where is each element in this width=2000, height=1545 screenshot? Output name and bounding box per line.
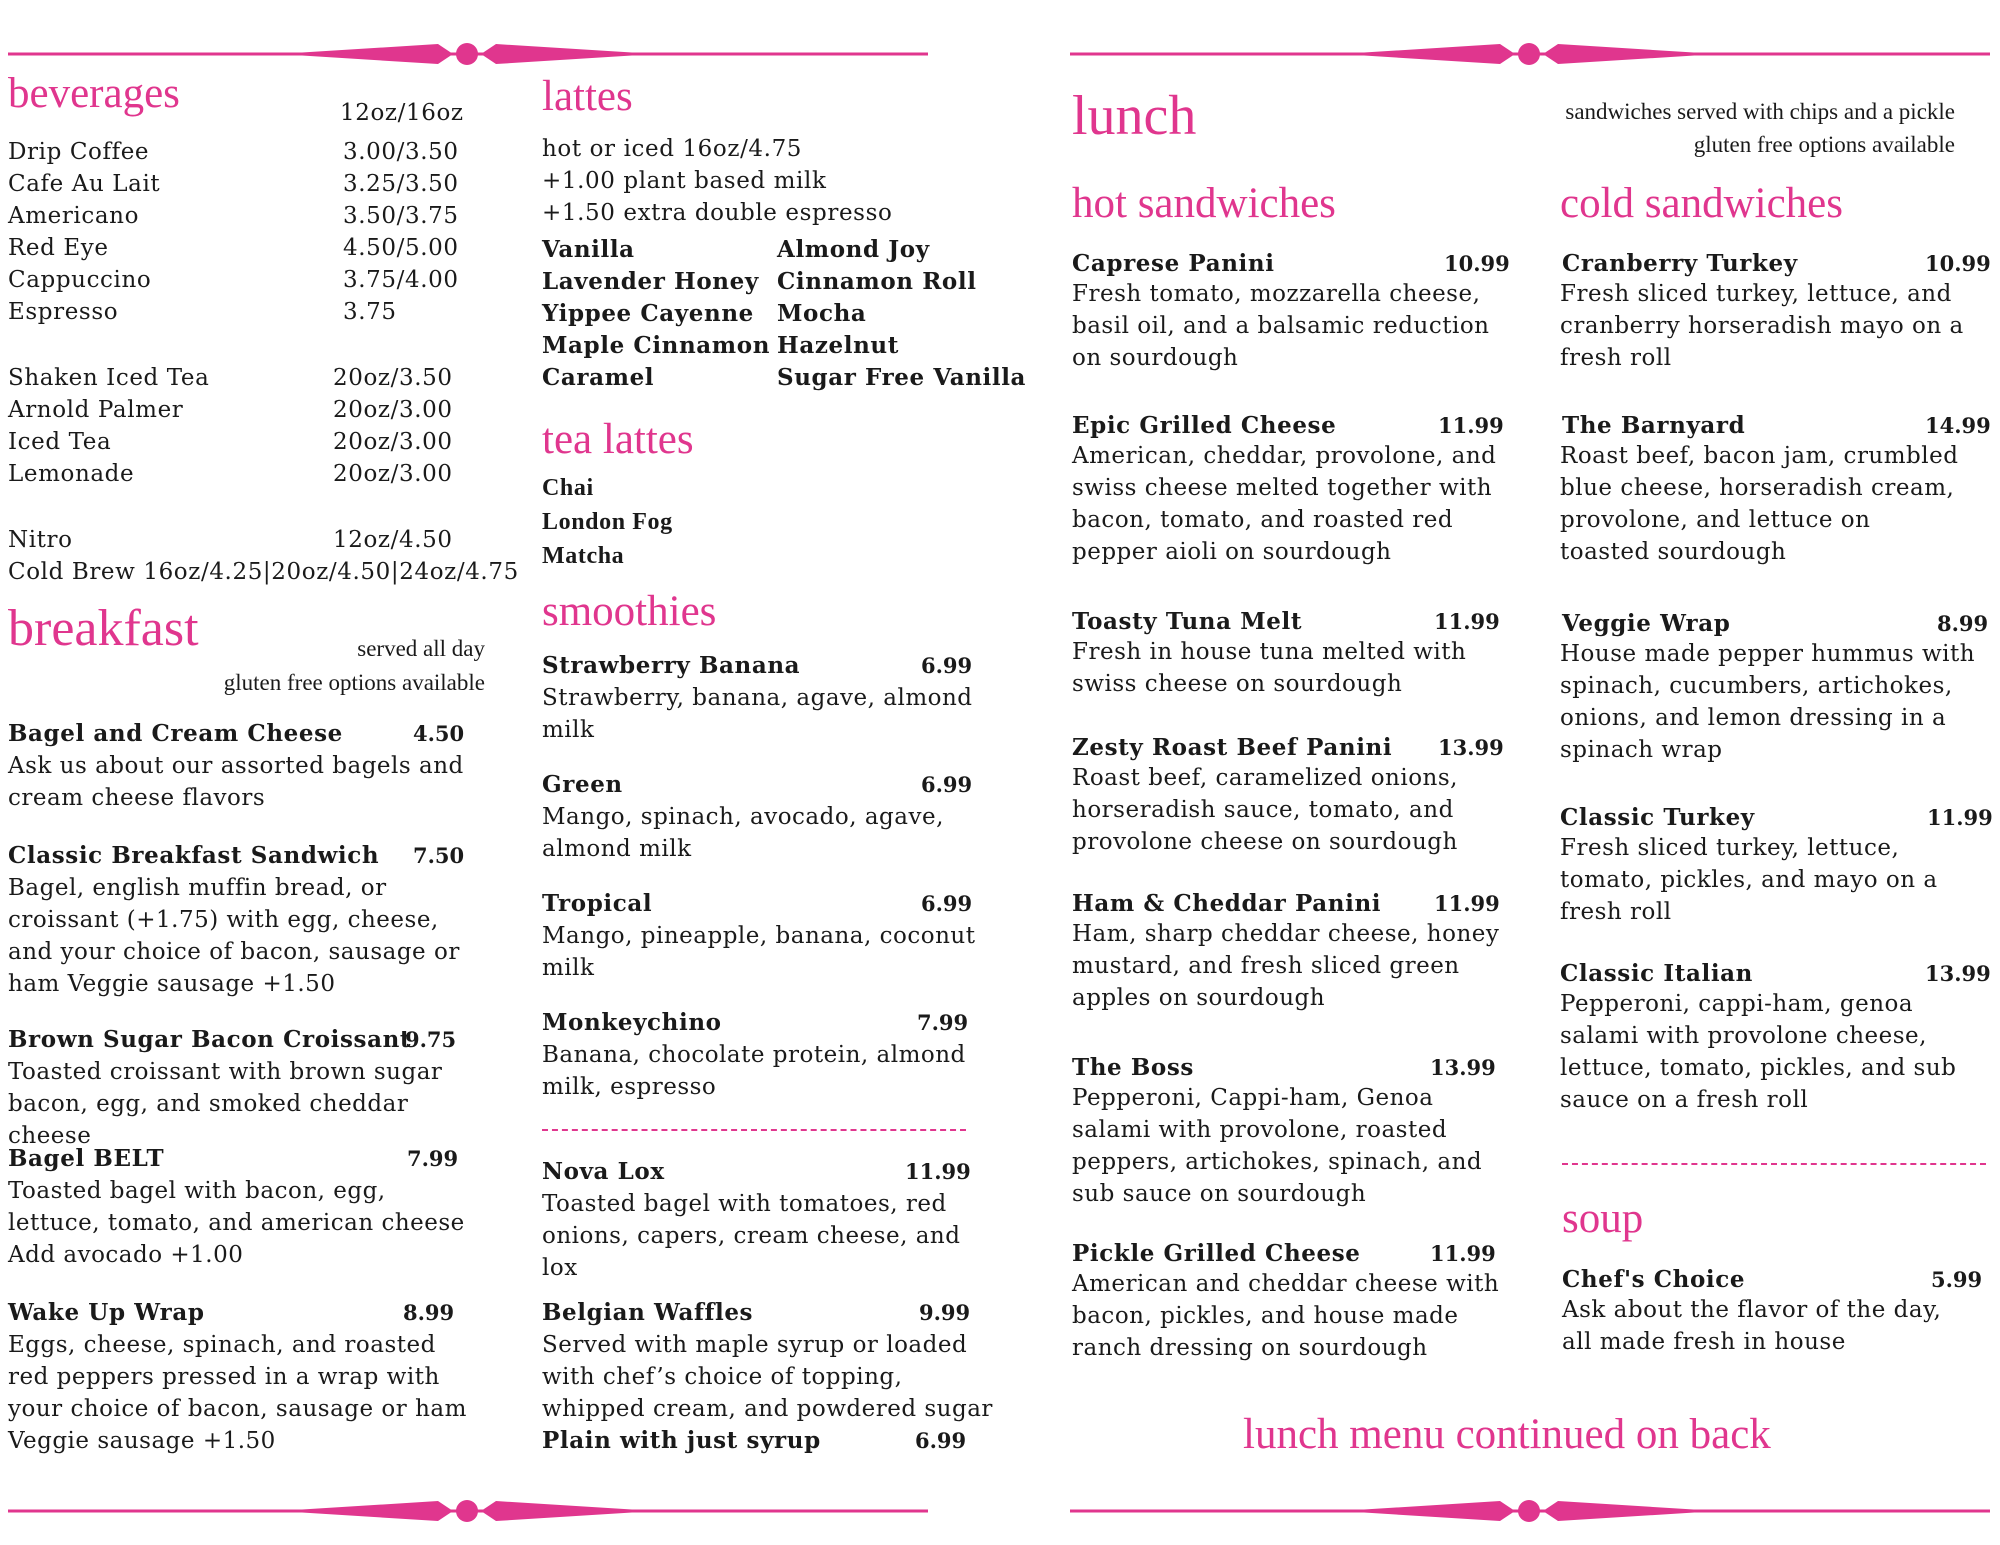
- beverage-name: Red Eye: [8, 235, 109, 261]
- lunch-continued-note: lunch menu continued on back: [1243, 1411, 1771, 1458]
- smoothie-price: 6.99: [921, 653, 973, 678]
- beverage-price: 3.50/3.75: [343, 203, 459, 229]
- latte-flavor: Mocha: [777, 300, 867, 327]
- cold-sandwich-desc: Fresh sliced turkey, lettuce, tomato, pickles, and mayo on a fresh roll: [1560, 835, 1938, 925]
- cold-sandwich-price: 14.99: [1925, 413, 1991, 438]
- latte-flavor: Vanilla: [542, 236, 635, 263]
- beverages-size-header: 12oz/16oz: [340, 100, 464, 126]
- bottom-right-divider: [1070, 1495, 1990, 1527]
- lunch-title: lunch: [1072, 85, 1197, 147]
- breakfast-title: breakfast: [8, 600, 199, 657]
- top-right-divider: [1070, 38, 1990, 70]
- cold-sandwich-desc: Roast beef, bacon jam, crumbled blue cheese, horseradish cream, provolone, and lettuce on toasted sourdough: [1560, 443, 1959, 565]
- smoothie-desc: Banana, chocolate protein, almond milk, espresso: [542, 1042, 966, 1100]
- breakfast-item-name: Classic Breakfast Sandwich: [8, 842, 380, 869]
- smoothies-title: smoothies: [542, 588, 717, 635]
- breakfast-item-price: 9.75: [405, 1027, 457, 1052]
- cold-sandwich-desc: Pepperoni, cappi-ham, genoa salami with provolone cheese, lettuce, tomato, pickles, and sub sauce on a fresh roll: [1560, 991, 1957, 1113]
- breakfast-item-desc: Toasted bagel with bacon, egg, lettuce, tomato, and american cheese Add avocado +1.00: [8, 1178, 465, 1268]
- waffle-plain-price: 6.99: [915, 1428, 967, 1453]
- cold-sandwiches-title: cold sandwiches: [1560, 180, 1844, 227]
- smoothie-desc: Mango, pineapple, banana, coconut milk: [542, 923, 976, 981]
- hot-sandwich-desc: Ham, sharp cheddar cheese, honey mustard, and fresh sliced green apples on sourdough: [1072, 921, 1500, 1011]
- nitro-price: 12oz/4.50: [333, 527, 453, 553]
- cold-sandwich-price: 11.99: [1927, 805, 1993, 830]
- lunch-note-2: gluten free options available: [1693, 132, 1955, 157]
- latte-flavor: Almond Joy: [777, 236, 930, 263]
- smoothie-name: Tropical: [542, 890, 653, 917]
- beverages-title: beverages: [8, 70, 180, 117]
- hot-sandwich-price: 13.99: [1438, 735, 1504, 760]
- breakfast-extra-name: Nova Lox: [542, 1158, 665, 1185]
- hot-sandwich-name: Zesty Roast Beef Panini: [1072, 734, 1393, 761]
- smoothies-divider: [542, 1129, 966, 1131]
- beverage-price: 4.50/5.00: [343, 235, 459, 261]
- tea-name: Lemonade: [8, 461, 135, 487]
- breakfast-item-name: Wake Up Wrap: [8, 1299, 205, 1326]
- smoothie-desc: Strawberry, banana, agave, almond milk: [542, 685, 973, 743]
- tea-latte-item: Matcha: [542, 543, 625, 569]
- breakfast-item-desc: Bagel, english muffin bread, or croissant (+1.75) with egg, cheese, and your choice of bacon, sausage or ham Veggie sausage +1.50: [8, 875, 460, 997]
- smoothie-name: Strawberry Banana: [542, 652, 801, 679]
- soup-price: 5.99: [1931, 1267, 1983, 1292]
- lattes-title: lattes: [542, 73, 633, 120]
- cold-brew-line: Cold Brew 16oz/4.25|20oz/4.50|24oz/4.75: [8, 559, 519, 585]
- cold-sandwich-name: Classic Turkey: [1560, 804, 1755, 831]
- latte-flavor: Hazelnut: [777, 332, 899, 359]
- breakfast-item-price: 7.99: [407, 1146, 459, 1171]
- soup-divider: [1562, 1163, 1986, 1165]
- hot-sandwiches-title: hot sandwiches: [1072, 180, 1336, 227]
- beverage-name: Cappuccino: [8, 267, 152, 293]
- beverage-name: Cafe Au Lait: [8, 171, 161, 197]
- latte-flavor: Yippee Cayenne: [542, 300, 754, 327]
- breakfast-item-name: Brown Sugar Bacon Croissant: [8, 1026, 412, 1053]
- hot-sandwich-desc: Roast beef, caramelized onions, horseradish sauce, tomato, and provolone cheese on sourdough: [1072, 765, 1458, 855]
- tea-lattes-title: tea lattes: [542, 416, 694, 463]
- soup-desc: Ask about the flavor of the day, all made fresh in house: [1562, 1297, 1942, 1355]
- smoothie-name: Monkeychino: [542, 1009, 722, 1036]
- hot-sandwich-desc: American, cheddar, provolone, and swiss cheese melted together with bacon, tomato, and roasted red pepper aioli on sourdough: [1072, 443, 1497, 565]
- cold-sandwich-name: Classic Italian: [1560, 960, 1753, 987]
- cold-sandwich-name: The Barnyard: [1562, 412, 1746, 439]
- beverage-price: 3.75/4.00: [343, 267, 459, 293]
- beverage-name: Americano: [8, 203, 140, 229]
- breakfast-extra-name: Belgian Waffles: [542, 1299, 754, 1326]
- smoothie-desc: Mango, spinach, avocado, agave, almond milk: [542, 804, 944, 862]
- breakfast-item-desc: Eggs, cheese, spinach, and roasted red peppers pressed in a wrap with your choice of bacon, sausage or ham Veggie sausage +1.50: [8, 1332, 467, 1454]
- hot-sandwich-name: Toasty Tuna Melt: [1072, 608, 1303, 635]
- breakfast-extra-desc: Served with maple syrup or loaded with chef’s choice of topping, whipped cream, and powdered sugar: [542, 1332, 993, 1422]
- bottom-left-divider: [8, 1495, 928, 1527]
- tea-name: Arnold Palmer: [8, 397, 184, 423]
- breakfast-item-price: 8.99: [403, 1300, 455, 1325]
- beverage-price: 3.00/3.50: [343, 139, 459, 165]
- breakfast-item-name: Bagel BELT: [8, 1145, 165, 1172]
- latte-flavor: Caramel: [542, 364, 655, 391]
- hot-sandwich-price: 11.99: [1430, 1241, 1496, 1266]
- beverage-price: 3.25/3.50: [343, 171, 459, 197]
- tea-latte-item: London Fog: [542, 509, 673, 535]
- tea-price: 20oz/3.50: [333, 365, 453, 391]
- tea-price: 20oz/3.00: [333, 429, 453, 455]
- top-left-divider: [8, 38, 928, 70]
- breakfast-item-desc: Ask us about our assorted bagels and cream cheese flavors: [8, 753, 464, 811]
- beverage-name: Espresso: [8, 299, 119, 325]
- cold-sandwich-name: Veggie Wrap: [1562, 610, 1731, 637]
- smoothie-price: 6.99: [921, 772, 973, 797]
- cold-sandwich-price: 13.99: [1925, 961, 1991, 986]
- waffle-plain-name: Plain with just syrup: [542, 1427, 821, 1454]
- breakfast-note-2: gluten free options available: [223, 670, 485, 695]
- hot-sandwich-price: 10.99: [1444, 251, 1510, 276]
- soup-title: soup: [1562, 1195, 1644, 1242]
- breakfast-extra-price: 9.99: [919, 1300, 971, 1325]
- smoothie-name: Green: [542, 771, 623, 798]
- smoothie-price: 6.99: [921, 891, 973, 916]
- hot-sandwich-name: Ham & Cheddar Panini: [1072, 890, 1382, 917]
- hot-sandwich-name: Epic Grilled Cheese: [1072, 412, 1337, 439]
- tea-price: 20oz/3.00: [333, 397, 453, 423]
- hot-sandwich-price: 13.99: [1430, 1055, 1496, 1080]
- lattes-line-1: hot or iced 16oz/4.75: [542, 136, 803, 162]
- breakfast-extra-desc: Toasted bagel with tomatoes, red onions, capers, cream cheese, and lox: [542, 1191, 961, 1281]
- tea-name: Shaken Iced Tea: [8, 365, 210, 391]
- cold-sandwich-name: Cranberry Turkey: [1562, 250, 1798, 277]
- hot-sandwich-desc: Fresh in house tuna melted with swiss cheese on sourdough: [1072, 639, 1467, 697]
- soup-name: Chef's Choice: [1562, 1266, 1746, 1293]
- hot-sandwich-price: 11.99: [1434, 891, 1500, 916]
- breakfast-item-name: Bagel and Cream Cheese: [8, 720, 343, 747]
- breakfast-item-price: 7.50: [413, 843, 465, 868]
- breakfast-item-desc: Toasted croissant with brown sugar bacon, egg, and smoked cheddar cheese: [8, 1059, 443, 1149]
- lunch-note-1: sandwiches served with chips and a pickle: [1565, 99, 1955, 124]
- nitro-name: Nitro: [8, 527, 73, 553]
- latte-flavor: Sugar Free Vanilla: [777, 364, 1027, 391]
- lattes-line-2: +1.00 plant based milk: [542, 168, 827, 194]
- breakfast-item-price: 4.50: [413, 721, 465, 746]
- latte-flavor: Maple Cinnamon: [542, 332, 771, 359]
- hot-sandwich-name: The Boss: [1072, 1054, 1194, 1081]
- tea-name: Iced Tea: [8, 429, 112, 455]
- beverage-price: 3.75: [343, 299, 397, 325]
- breakfast-extra-price: 11.99: [905, 1159, 971, 1184]
- hot-sandwich-name: Pickle Grilled Cheese: [1072, 1240, 1361, 1267]
- cold-sandwich-price: 10.99: [1925, 251, 1991, 276]
- smoothie-price: 7.99: [917, 1010, 969, 1035]
- beverage-name: Drip Coffee: [8, 139, 150, 165]
- hot-sandwich-name: Caprese Panini: [1072, 250, 1275, 277]
- tea-latte-item: Chai: [542, 475, 594, 501]
- hot-sandwich-desc: Pepperoni, Cappi-ham, Genoa salami with provolone, roasted peppers, artichokes, spinach, and sub sauce on sourdough: [1072, 1085, 1483, 1207]
- cold-sandwich-price: 8.99: [1937, 611, 1989, 636]
- tea-price: 20oz/3.00: [333, 461, 453, 487]
- cold-sandwich-desc: Fresh sliced turkey, lettuce, and cranberry horseradish mayo on a fresh roll: [1560, 281, 1964, 371]
- lattes-line-3: +1.50 extra double espresso: [542, 200, 893, 226]
- hot-sandwich-price: 11.99: [1438, 413, 1504, 438]
- hot-sandwich-price: 11.99: [1434, 609, 1500, 634]
- hot-sandwich-desc: Fresh tomato, mozzarella cheese, basil oil, and a balsamic reduction on sourdough: [1072, 281, 1490, 371]
- latte-flavor: Cinnamon Roll: [777, 268, 977, 295]
- cold-sandwich-desc: House made pepper hummus with spinach, cucumbers, artichokes, onions, and lemon dressing in a spinach wrap: [1560, 641, 1976, 763]
- hot-sandwich-desc: American and cheddar cheese with bacon, pickles, and house made ranch dressing on sourdough: [1072, 1271, 1500, 1361]
- latte-flavor: Lavender Honey: [542, 268, 759, 295]
- breakfast-note-1: served all day: [357, 636, 485, 661]
